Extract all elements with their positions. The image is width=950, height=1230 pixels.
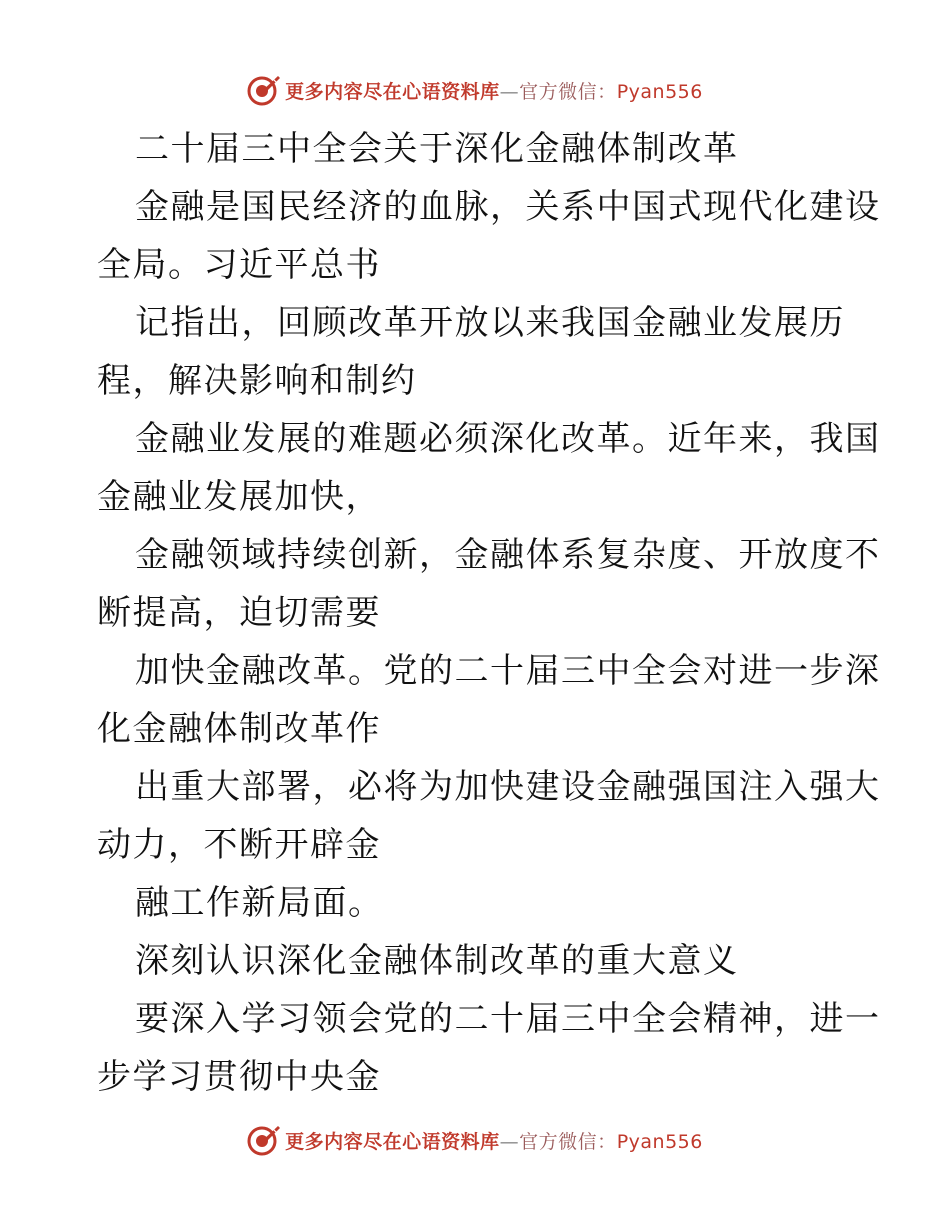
paragraph-line: 出重大部署，必将为加快建设金融强国注入强大 [135, 767, 881, 807]
banner-wechat-label: 官方微信： [519, 1130, 617, 1153]
banner-separator: — [499, 1130, 520, 1153]
paragraph-line: 融工作新局面。 [135, 883, 384, 923]
paragraph-line: 金融业发展的难题必须深化改革。近年来，我国 [135, 419, 881, 459]
banner-site-text: 更多内容尽在心语资料库 [285, 80, 500, 103]
paragraph-line: 加快金融改革。党的二十届三中全会对进一步深 [135, 651, 881, 691]
footer-banner-inner [247, 1123, 703, 1157]
paragraph-line: 断提高，迫切需要 [97, 593, 381, 633]
paragraph-line: 金融领域持续创新，金融体系复杂度、开放度不 [135, 535, 881, 575]
paragraph-line: 金融业发展加快， [97, 477, 381, 517]
banner-text [285, 1127, 703, 1154]
paragraph-line: 金融是国民经济的血脉，关系中国式现代化建设 [135, 187, 881, 227]
header-banner-inner [247, 73, 703, 107]
banner-wechat-label: 官方微信： [519, 80, 617, 103]
banner-wechat-id: Pyan556 [616, 80, 703, 103]
document-title: 二十届三中全会关于深化金融体制改革 [135, 129, 739, 169]
section-heading: 深刻认识深化金融体制改革的重大意义 [135, 941, 739, 981]
quill-seal-icon [247, 1123, 281, 1157]
header-banner [0, 70, 950, 110]
banner-wechat-id: Pyan556 [616, 1130, 703, 1153]
banner-text [285, 77, 703, 104]
paragraph-line: 要深入学习领会党的二十届三中全会精神，进一 [135, 999, 881, 1039]
quill-seal-icon [247, 73, 281, 107]
paragraph-line: 全局。习近平总书 [97, 245, 381, 285]
paragraph-line: 程，解决影响和制约 [97, 361, 417, 401]
footer-banner [0, 1120, 950, 1160]
banner-separator: — [499, 80, 520, 103]
paragraph-line: 步学习贯彻中央金 [97, 1057, 381, 1097]
paragraph-line: 化金融体制改革作 [97, 709, 381, 749]
document-body [97, 120, 881, 1106]
banner-site-text: 更多内容尽在心语资料库 [285, 1130, 500, 1153]
paragraph-line: 记指出，回顾改革开放以来我国金融业发展历 [135, 303, 845, 343]
paragraph-line: 动力，不断开辟金 [97, 825, 381, 865]
